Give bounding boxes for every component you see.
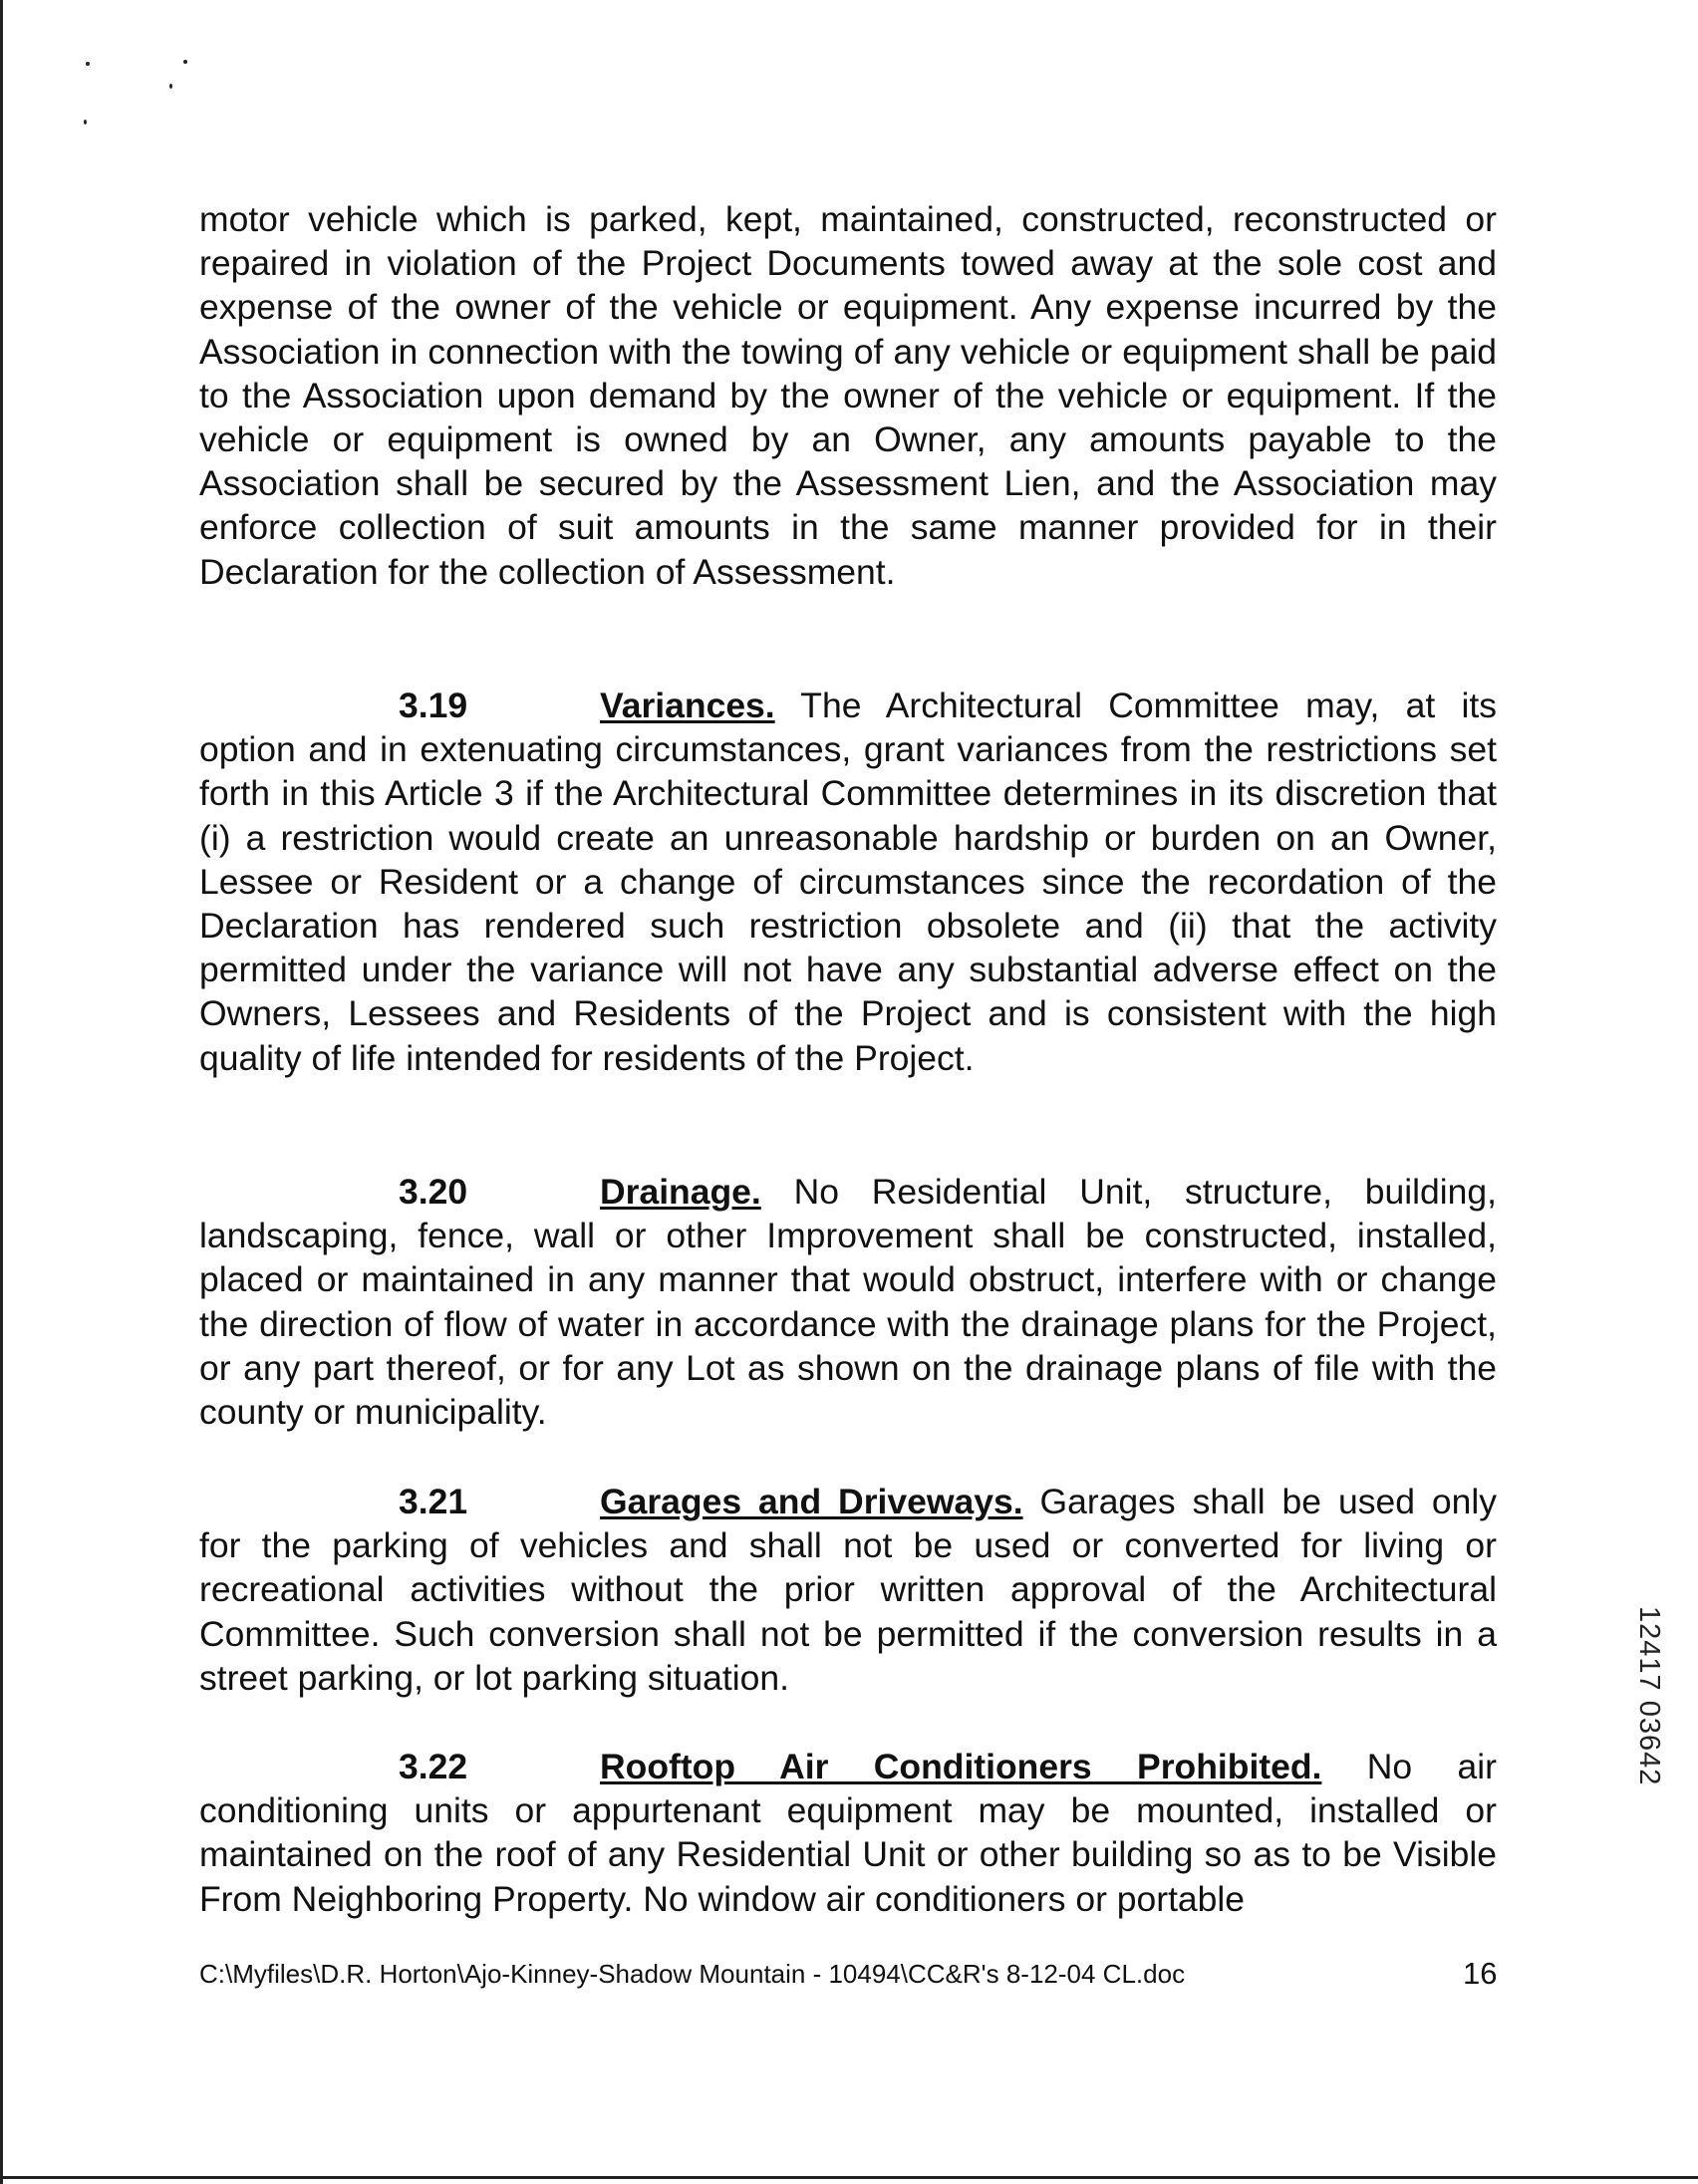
- section-3-19: [199, 683, 1497, 1080]
- section-number: 3.19: [399, 685, 468, 725]
- section-title: Rooftop Air Conditioners Prohibited.: [600, 1747, 1322, 1786]
- section-number: 3.22: [399, 1747, 468, 1786]
- section-3-22: [199, 1745, 1497, 1921]
- recording-stamp: 12417 03642: [1633, 1606, 1665, 1786]
- scan-speck: [84, 120, 87, 125]
- footer-file-path: C:\Myfiles\D.R. Horton\Ajo-Kinney-Shadow Mountain - 10494\CC&R's 8-12-04 CL.doc: [199, 1959, 1186, 1989]
- section-title: Variances.: [600, 685, 775, 725]
- section-number: 3.21: [399, 1482, 468, 1521]
- section-3-21: [199, 1480, 1497, 1700]
- section-number: 3.20: [399, 1172, 468, 1212]
- scan-speck: [169, 84, 172, 89]
- section-text: No air conditioning units or appurtenant equipment may be mounted, installed or maintained on the roof of any Residential Unit or other building so as to be Visible From Neighboring Property. No window air conditioners or portable: [199, 1747, 1497, 1919]
- section-title: Garages and Driveways.: [600, 1482, 1023, 1521]
- section-text: No Residential Unit, structure, building, landscaping, fence, wall or other Improvement shall be constructed, installed, placed or maintained in any manner that would obstruct, interfere with or change the direction of flow of water in accordance with the drainage plans for the Project, or any part thereof, or for any Lot as shown on the drainage plans of file with the county or municipality.: [199, 1172, 1497, 1433]
- scan-edge-left: [0, 0, 3, 2184]
- page-number: 16: [1463, 1956, 1498, 1991]
- scan-edge-bottom: [0, 2176, 1698, 2179]
- scan-speck: [183, 60, 187, 64]
- scan-speck: [86, 62, 90, 66]
- section-text: Garages shall be used only for the parking of vehicles and shall not be used or converted for living or recreational activities without the prior written approval of the Architectural Committee. Such conversion shall not be permitted if the conversion results in a street parking, or lot parking situation.: [199, 1482, 1497, 1698]
- section-3-20: [199, 1170, 1497, 1434]
- section-title: Drainage.: [600, 1172, 761, 1212]
- section-text: The Architectural Committee may, at its option and in extenuating circumstances, grant variances from the restrictions set forth in this Article 3 if the Architectural Committee determines in its discretion that (i) a restriction would create an unreasonable hardship or burden on an Owner, Lessee or Resident or a change of circumstances since the recordation of the Declaration has rendered such restriction obsolete and (ii) that the activity permitted under the variance will not have any substantial adverse effect on the Owners, Lessees and Residents of the Project and is consistent with the high quality of life intended for residents of the Project.: [199, 685, 1497, 1078]
- opening-paragraph: motor vehicle which is parked, kept, maintained, constructed, reconstructed or repaired in violation of the Project Documents towed away at the sole cost and expense of the owner of the vehicle or equipment. Any expense incurred by the Association in connection with the towing of any vehicle or equipment shall be paid to the Association upon demand by the owner of the vehicle or equipment. If the vehicle or equipment is owned by an Owner, any amounts payable to the Association shall be secured by the Assessment Lien, and the Association may enforce collection of suit amounts in the same manner provided for in their Declaration for the collection of Assessment.: [199, 199, 1497, 592]
